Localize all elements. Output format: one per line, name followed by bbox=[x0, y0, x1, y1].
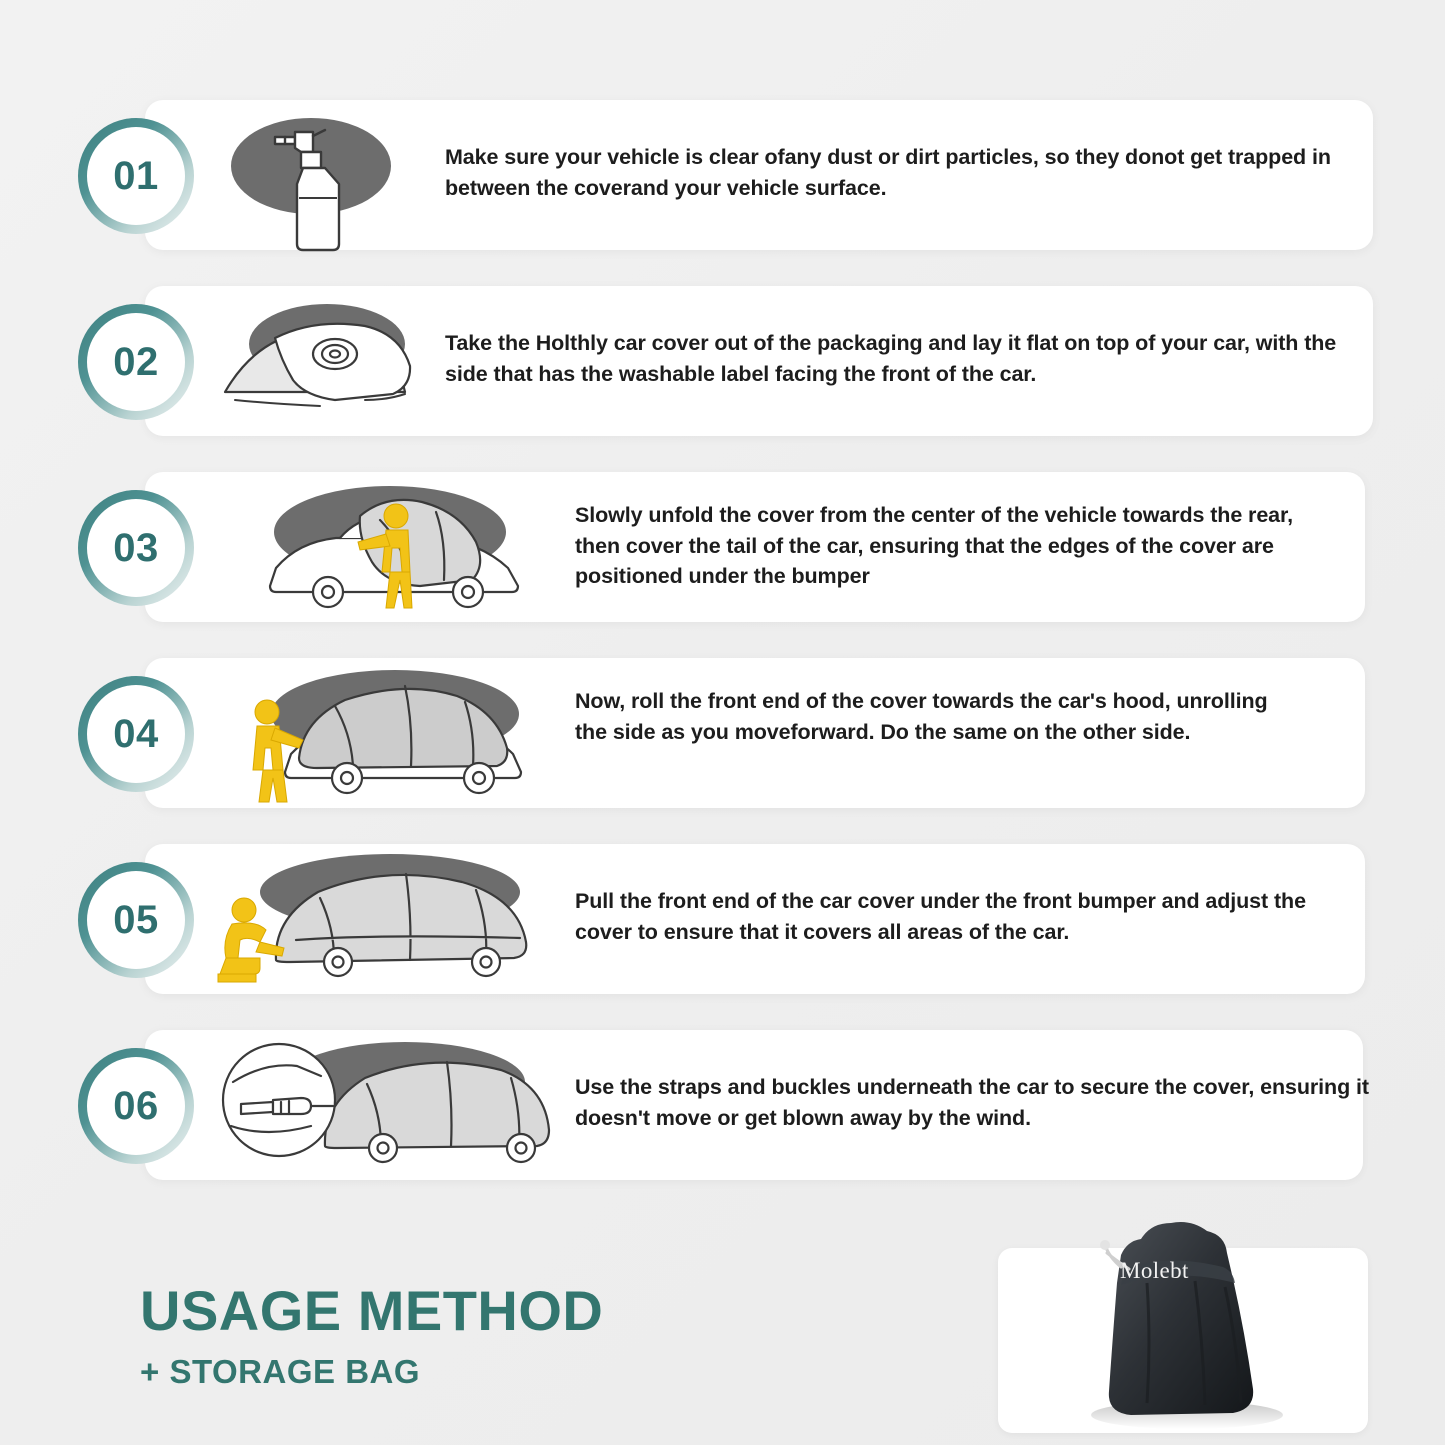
step-number-badge bbox=[78, 118, 194, 234]
badge-inner bbox=[87, 499, 185, 597]
badge-inner bbox=[87, 127, 185, 225]
step-description: Slowly unfold the cover from the center of the vehicle towards the rear, then cover the tail of the car, ensuring that the edges of the cover are positioned under the bumper bbox=[575, 503, 1293, 589]
badge-inner bbox=[87, 1057, 185, 1155]
pull-cover-bumper-icon bbox=[200, 848, 550, 996]
step-number-badge bbox=[78, 490, 194, 606]
step-number-badge bbox=[78, 676, 194, 792]
badge-inner bbox=[87, 685, 185, 783]
step-number-label: 05 bbox=[113, 897, 159, 942]
step-description: Now, roll the front end of the cover towards the car's hood, unrolling the side as you moveforward. Do the same on the other side. bbox=[575, 689, 1268, 744]
step-item bbox=[0, 658, 1445, 808]
steps-list bbox=[0, 100, 1445, 1216]
unfold-cover-icon bbox=[240, 476, 560, 624]
footer-title: USAGE METHOD bbox=[140, 1279, 604, 1342]
step-number-badge bbox=[78, 862, 194, 978]
step-number-label: 02 bbox=[113, 339, 159, 384]
step-number-label: 04 bbox=[113, 711, 159, 756]
step-item bbox=[0, 286, 1445, 436]
step-number-label: 03 bbox=[113, 525, 159, 570]
step-description: Use the straps and buckles underneath the car to secure the cover, ensuring it doesn't move or get blown away by the wind. bbox=[575, 1075, 1369, 1130]
badge-inner bbox=[87, 313, 185, 411]
storage-bag-icon bbox=[1055, 1183, 1305, 1433]
roll-cover-front-icon bbox=[225, 662, 555, 810]
badge-inner bbox=[87, 871, 185, 969]
step-item bbox=[0, 472, 1445, 622]
step-description: Take the Holthly car cover out of the packaging and lay it flat on top of your car, with the side that has the washable label facing the front of the car. bbox=[445, 331, 1337, 386]
step-item bbox=[0, 844, 1445, 994]
step-item bbox=[0, 100, 1445, 250]
cover-on-roof-icon bbox=[215, 296, 425, 444]
step-number-badge bbox=[78, 1048, 194, 1164]
straps-buckles-icon bbox=[215, 1034, 555, 1182]
step-number-badge bbox=[78, 304, 194, 420]
step-description: Pull the front end of the car cover under the front bumper and adjust the cover to ensure that it covers all areas of the car. bbox=[575, 889, 1306, 944]
bag-brand-label: Molebt bbox=[1120, 1258, 1189, 1283]
step-description: Make sure your vehicle is clear ofany dust or dirt particles, so they donot get trapped in between the coverand your vehicle surface. bbox=[445, 145, 1331, 200]
step-number-label: 06 bbox=[113, 1083, 159, 1128]
footer-subtitle: + STORAGE BAG bbox=[140, 1353, 421, 1390]
step-item bbox=[0, 1030, 1445, 1180]
spray-bottle-icon bbox=[225, 108, 435, 256]
step-number-label: 01 bbox=[113, 153, 159, 198]
